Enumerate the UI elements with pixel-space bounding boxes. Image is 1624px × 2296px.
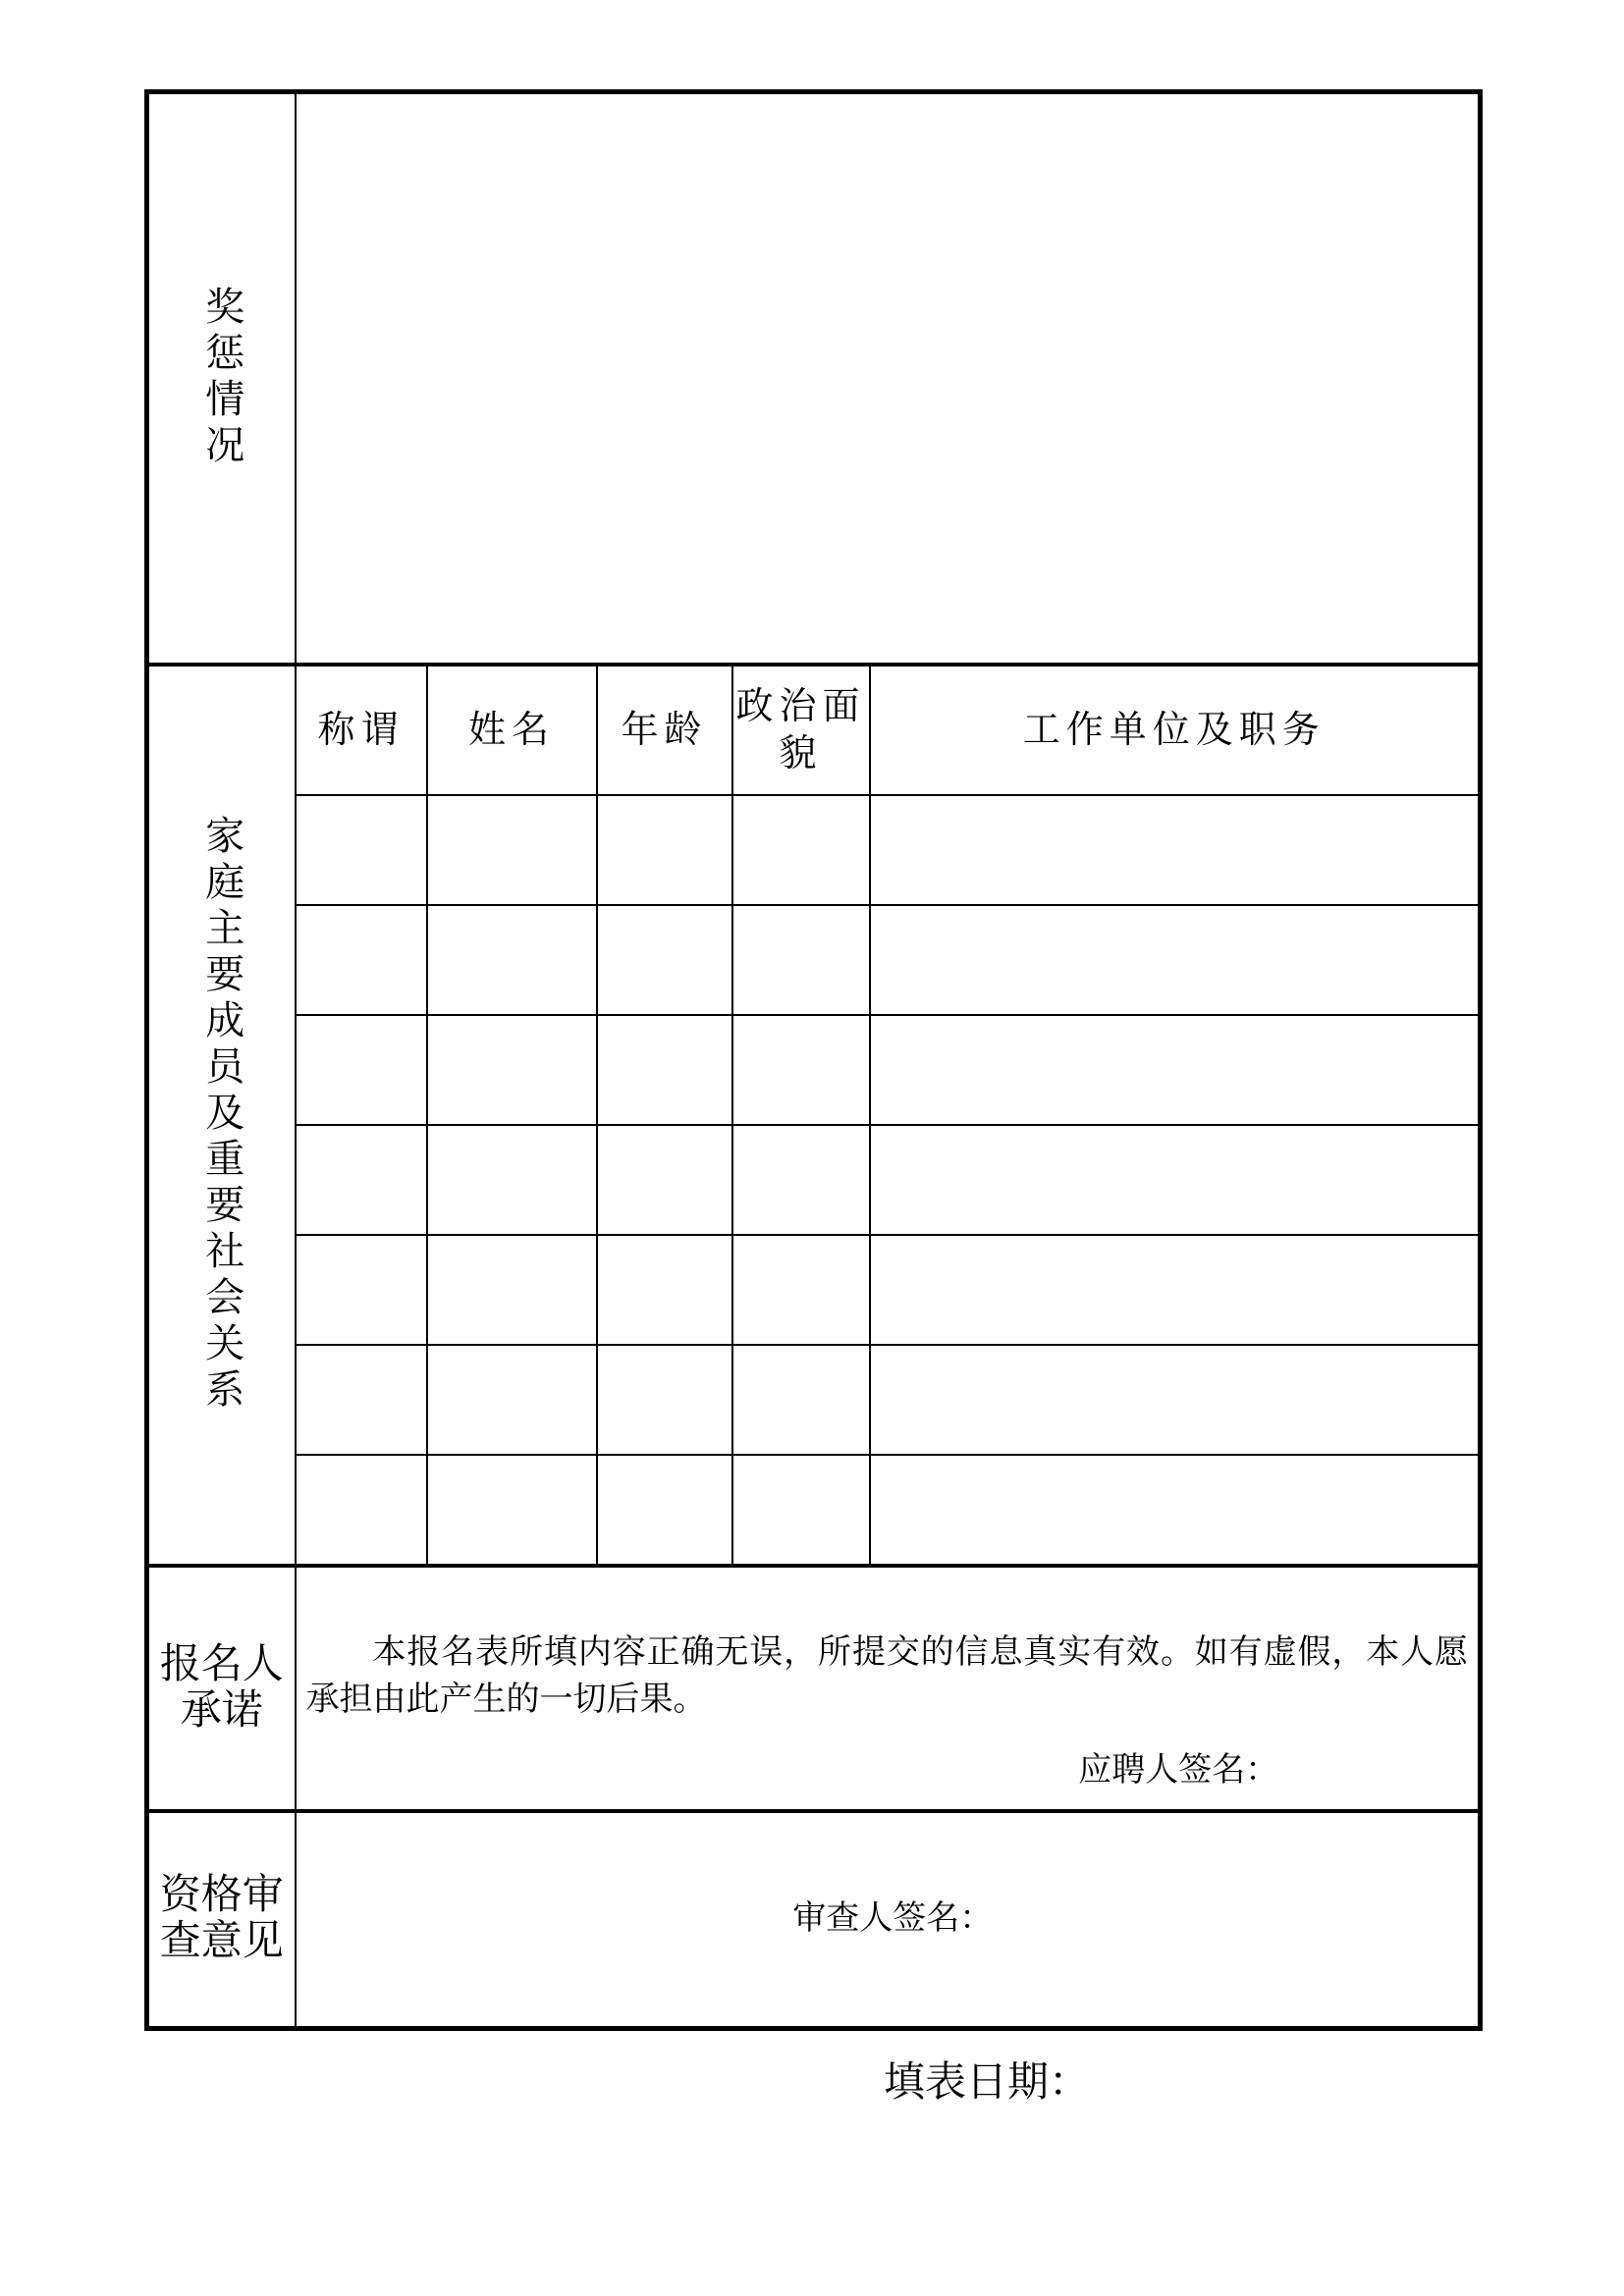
empty-cell xyxy=(427,795,597,905)
empty-cell xyxy=(732,905,870,1015)
empty-cell xyxy=(296,1455,427,1566)
qualification-content-cell xyxy=(296,1811,1481,2029)
qualification-label-line2: 查意见 xyxy=(159,1919,284,1965)
family-label-cell xyxy=(147,665,296,1566)
commitment-label-line2: 承诺 xyxy=(180,1687,263,1734)
family-section-label: 家庭主要成员及重要社会关系 xyxy=(199,815,244,1415)
empty-cell xyxy=(870,1015,1481,1125)
empty-cell xyxy=(597,1345,732,1455)
empty-cell xyxy=(597,1125,732,1235)
empty-cell xyxy=(597,795,732,905)
rewards-label-cell xyxy=(147,92,296,665)
commitment-section-row xyxy=(147,1566,1481,1811)
column-header-name: 姓名 xyxy=(427,665,597,795)
empty-cell xyxy=(732,1015,870,1125)
form-date-label: 填表日期： xyxy=(884,2060,1091,2106)
family-empty-row xyxy=(147,795,1481,905)
empty-cell xyxy=(296,1125,427,1235)
qualification-label-line1: 资格审 xyxy=(159,1873,284,1919)
rewards-content-cell xyxy=(296,92,1481,665)
family-empty-row xyxy=(147,1235,1481,1345)
empty-cell xyxy=(296,1235,427,1345)
empty-cell xyxy=(427,1455,597,1566)
commitment-text: 本报名表所填内容正确无误，所提交的信息真实有效。如有虚假，本人愿承担由此产生的一切后果。 xyxy=(305,1633,1469,1718)
commitment-label-cell xyxy=(147,1566,296,1811)
empty-cell xyxy=(870,1345,1481,1455)
application-form-table xyxy=(144,89,1483,2031)
empty-cell xyxy=(296,905,427,1015)
empty-cell xyxy=(732,1235,870,1345)
empty-cell xyxy=(732,1345,870,1455)
empty-cell xyxy=(732,795,870,905)
qualification-label-cell xyxy=(147,1811,296,2029)
family-empty-row xyxy=(147,1345,1481,1455)
column-header-work-unit: 工作单位及职务 xyxy=(870,665,1481,795)
empty-cell xyxy=(296,1015,427,1125)
rewards-section-label: 奖惩情况 xyxy=(199,286,244,471)
column-header-political-status: 政治面貌 xyxy=(732,665,870,795)
commitment-content-cell xyxy=(296,1566,1481,1811)
family-empty-row xyxy=(147,1015,1481,1125)
family-empty-row xyxy=(147,1125,1481,1235)
family-empty-row xyxy=(147,905,1481,1015)
empty-cell xyxy=(870,795,1481,905)
commitment-section-label xyxy=(149,1642,295,1735)
empty-cell xyxy=(870,1455,1481,1566)
empty-cell xyxy=(870,1125,1481,1235)
empty-cell xyxy=(427,1345,597,1455)
commitment-label-line1: 报名人 xyxy=(159,1641,284,1687)
qualification-section-row xyxy=(147,1811,1481,2029)
empty-cell xyxy=(870,1235,1481,1345)
empty-cell xyxy=(597,1015,732,1125)
empty-cell xyxy=(870,905,1481,1015)
family-empty-row xyxy=(147,1455,1481,1566)
empty-cell xyxy=(597,1235,732,1345)
empty-cell xyxy=(597,1455,732,1566)
empty-cell xyxy=(732,1125,870,1235)
empty-cell xyxy=(427,1125,597,1235)
empty-cell xyxy=(296,795,427,905)
family-header-row xyxy=(147,665,1481,795)
empty-cell xyxy=(427,1235,597,1345)
empty-cell xyxy=(732,1455,870,1566)
rewards-section-row xyxy=(147,92,1481,665)
empty-cell xyxy=(296,1345,427,1455)
reviewer-signature-label: 审查人签名： xyxy=(792,1900,994,1938)
empty-cell xyxy=(427,1015,597,1125)
column-header-relation: 称谓 xyxy=(296,665,427,795)
empty-cell xyxy=(597,905,732,1015)
applicant-signature-label: 应聘人签名： xyxy=(1078,1751,1279,1789)
qualification-section-label xyxy=(149,1873,295,1965)
column-header-age: 年龄 xyxy=(597,665,732,795)
empty-cell xyxy=(427,905,597,1015)
